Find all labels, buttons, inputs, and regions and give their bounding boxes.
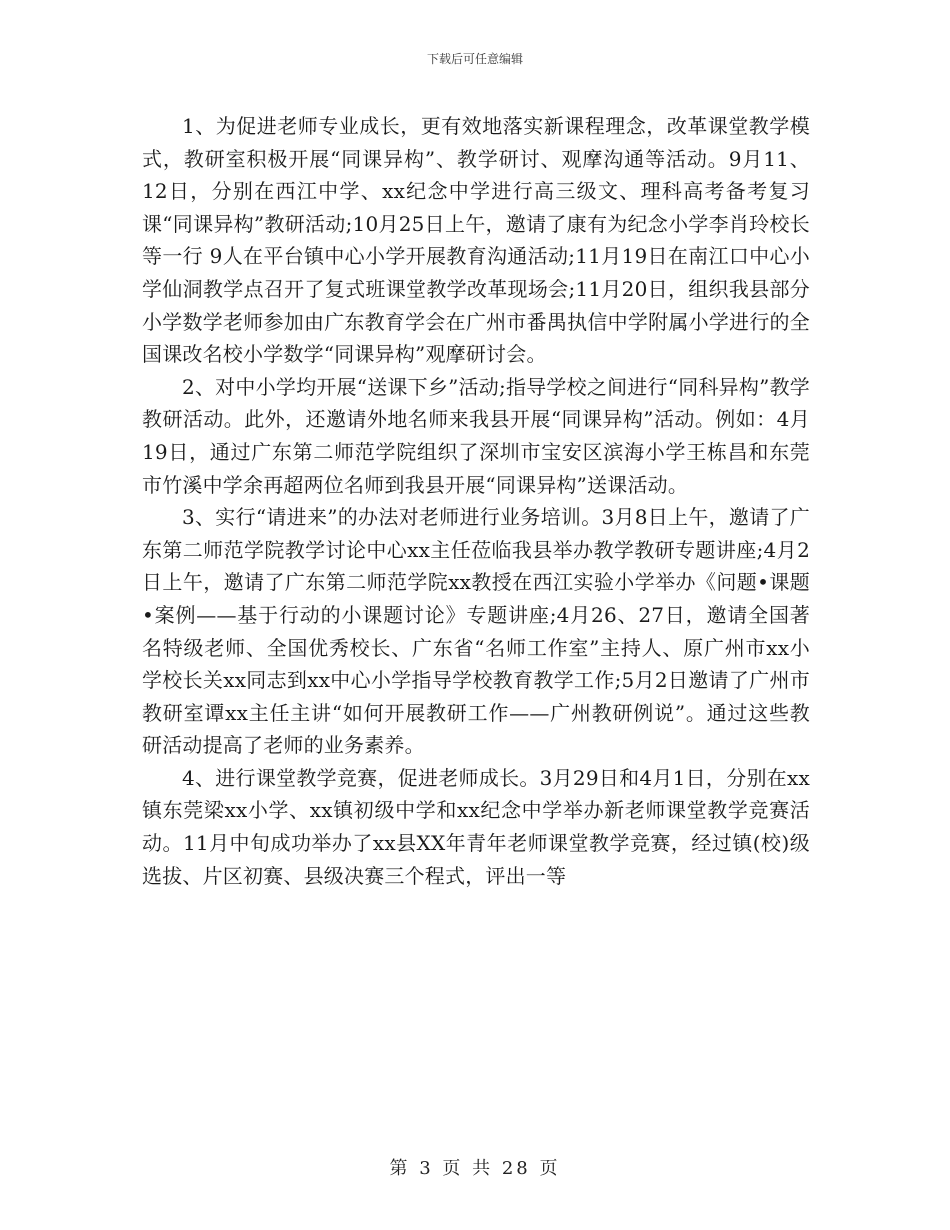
paragraph-3: 3、实行“请进来”的办法对老师进行业务培训。3月8日上午，邀请了广东第二师范学院教学讨论中心xx主任莅临我县举办教学教研专题讲座;4月2日上午，邀请了广东第二师范学院xx教授在西江实验小学举办《问题•课题•案例——基于行动的小课题讨论》专题讲座;4月26、27日，邀请全国著名特级老师、全国优秀校长、广东省“名师工作室”主持人、原广州市xx小学校长关xx同志到xx中心小学指导学校教育教学工作;5月2日邀请了广州市教研室谭xx主任主讲“如何开展教研工作——广州教研例说”。通过这些教研活动提高了老师的业务素养。 [142,505,810,758]
paragraph-2: 2、对中小学均开展“送课下乡”活动;指导学校之间进行“同科异构”教学教研活动。此外，还邀请外地名师来我县开展“同课异构”活动。例如：4月19日，通过广东第二师范学院组织了深圳市宝安区滨海小学王栋昌和东莞市竹溪中学余再超两位名师到我县开展“同课异构”送课活动。 [142,374,810,497]
paragraph-4: 4、进行课堂教学竞赛，促进老师成长。3月29日和4月1日，分别在xx镇东莞梁xx小学、xx镇初级中学和xx纪念中学举办新老师课堂教学竞赛活动。11月中旬成功举办了xx县XX年青年老师课堂教学竞赛，经过镇(校)级选拔、片区初赛、县级决赛三个程式，评出一等 [142,765,810,888]
document-body [142,110,810,892]
page-header: 下载后可任意编辑 [426,52,523,66]
paragraph-1: 1、为促进老师专业成长，更有效地落实新课程理念，改革课堂教学模式，教研室积极开展“同课异构”、教学研讨、观摩沟通等活动。9月11、 12日，分别在西江中学、xx纪念中学进行高三级文、理科高考备考复习课“同课异构”教研活动;10月25日上午，邀请了康有为纪念小学李肖玲校长等一行 9人在平台镇中心小学开展教育沟通活动;11月19日在南江口中心小学仙洞教学点召开了复式班课堂教学改革现场会;11月20日，组织我县部分小学数学老师参加由广东教育学会在广州市番禺执信中学附属小学进行的全国课改名校小学数学“同课异构”观摩研讨会。 [142,114,810,367]
page-footer: 第 3 页 共 28 页 [389,1158,561,1179]
